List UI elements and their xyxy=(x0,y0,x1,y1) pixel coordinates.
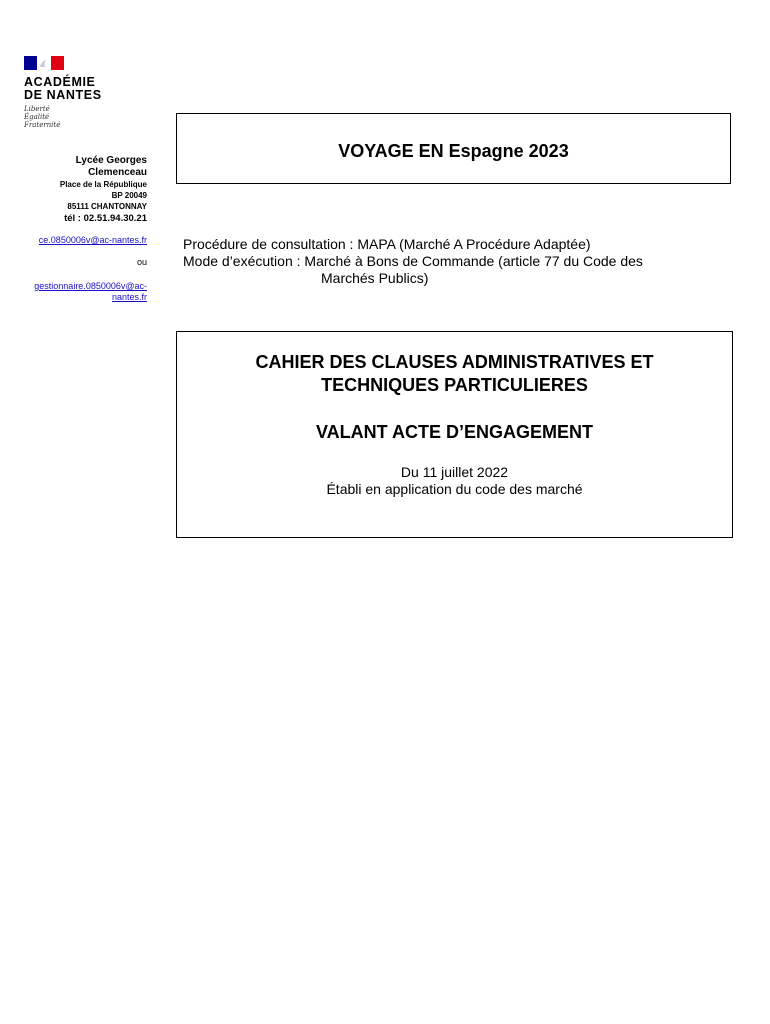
republic-motto xyxy=(24,105,134,129)
address-street: Place de la République xyxy=(59,180,147,189)
email-link-secondary[interactable] xyxy=(10,281,147,303)
title-box xyxy=(176,113,731,184)
legal-basis: Établi en application du code des marché xyxy=(326,481,583,497)
contact-emails xyxy=(10,235,147,303)
main-box xyxy=(176,331,733,538)
email-link-secondary-line1[interactable]: gestionnaire.0850006v@ac- xyxy=(34,281,147,291)
main-subheading: VALANT ACTE D’ENGAGEMENT xyxy=(316,422,593,442)
motto-liberte: Liberté xyxy=(24,105,50,113)
academie-name xyxy=(24,76,134,102)
french-flag-icon xyxy=(24,56,64,70)
academie-name-line2: DE NANTES xyxy=(24,88,102,102)
school-address xyxy=(10,155,147,225)
address-phone: tél : 02.51.94.30.21 xyxy=(64,213,147,224)
academie-logo xyxy=(24,56,134,129)
motto-egalite: Égalité xyxy=(24,113,50,121)
main-heading-line1: CAHIER DES CLAUSES ADMINISTRATIVES ET xyxy=(255,352,654,372)
email-link-secondary-line2[interactable]: nantes.fr xyxy=(111,292,147,302)
document-title: VOYAGE EN Espagne 2023 xyxy=(338,141,569,161)
email-separator: ou xyxy=(136,257,147,267)
address-po-box: BP 20049 xyxy=(111,191,147,200)
academie-name-line1: ACADÉMIE xyxy=(24,75,96,89)
school-name-line1: Lycée Georges xyxy=(75,155,147,166)
main-heading xyxy=(177,351,732,397)
procedure-execution-cont: Marchés Publics) xyxy=(321,270,429,286)
procedure-execution: Mode d’exécution : Marché à Bons de Commande (article 77 du Code des xyxy=(183,253,643,269)
motto-fraternite: Fraternité xyxy=(24,121,61,129)
school-name-line2: Clemenceau xyxy=(88,167,147,178)
email-link-primary[interactable]: ce.0850006v@ac-nantes.fr xyxy=(38,235,147,245)
address-city: 85111 CHANTONNAY xyxy=(67,202,147,211)
main-heading-line2: TECHNIQUES PARTICULIERES xyxy=(321,375,588,395)
document-date: Du 11 juillet 2022 xyxy=(400,464,509,480)
procedure-info xyxy=(183,236,723,287)
procedure-consultation: Procédure de consultation : MAPA (Marché A Procédure Adaptée) xyxy=(183,236,591,252)
